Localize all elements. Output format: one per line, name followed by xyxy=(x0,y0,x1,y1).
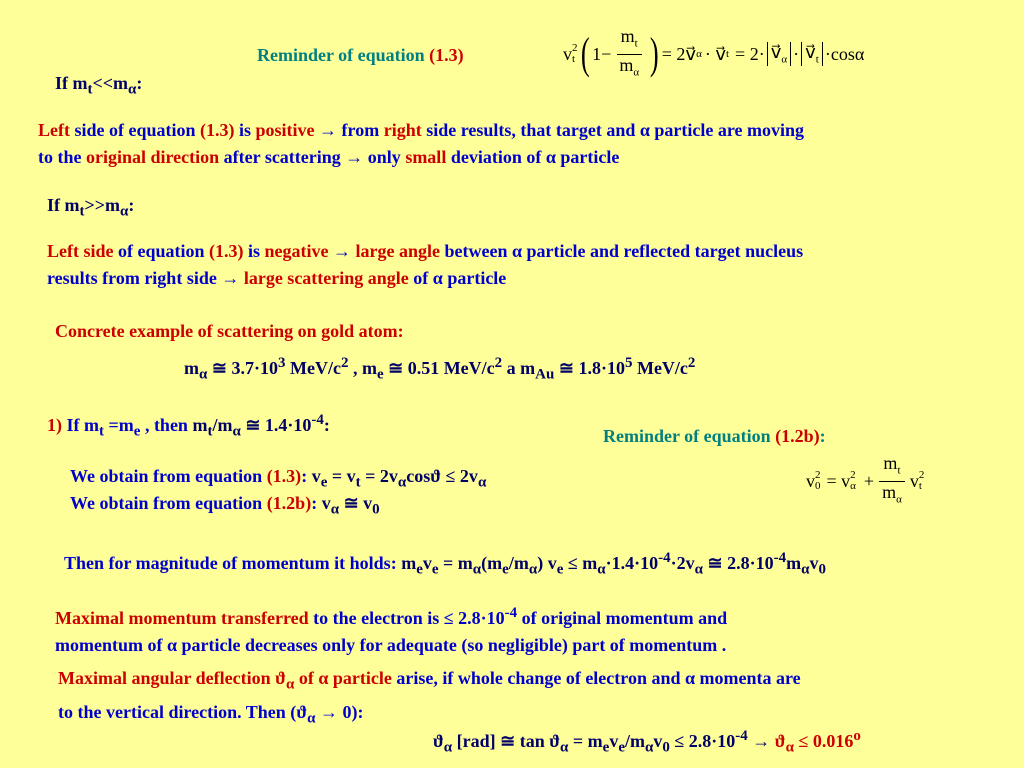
paragraph-positive-case: Left side of equation (1.3) is positive → from right side results, that target and α particle are moving to the original direction after scattering → only small deviation of α particle xyxy=(38,120,805,167)
maximal-angle-paragraph: Maximal angular deflection $ϑ_\alpha$ of α particle arise, if whole change of electron and α momenta are to the vertical direction. Then $(ϑ_\alpha \to 0)$: xyxy=(58,668,801,727)
equation-1-3: v 2 t ( 1− $\frac{m_t}{m_\alpha}$ ) = 2v⃗ α · v⃗ t = 2· $v⃗_\alpha$ · $v⃗_t$ ·cosα xyxy=(563,18,864,90)
item-1: 1) If $m_t =m_e$ , then $m_t/m_\alpha$ ≅ $1.4\cdot 10^{-4}$: xyxy=(47,412,330,440)
obtain-line-1: We obtain from equation (1.3): $v_e = v_t = 2v_\alpha\cos ϑ \le 2v_\alpha$ xyxy=(70,466,487,491)
final-formula: $ϑ_\alpha$ [rad] ≅ $\tan ϑ_\alpha = m_ev_e/m_\alpha v_0 \le 2.8\cdot 10^{-4} \to ϑ_\alpha \le 0.016^o$ xyxy=(433,728,861,756)
obtain-line-2: We obtain from equation (1.2b): $v_\alpha$ ≅ $v_0$ xyxy=(70,493,380,518)
concrete-example-title: Concrete example of scattering on gold atom: xyxy=(55,321,404,341)
mass-values: $m_\alpha$ ≅ $3.7\cdot 10^3$ MeV/$c^2$ , $m_e$ ≅ 0.51 MeV/$c^2$ a $m_{Au}$ ≅ $1.8\cdot 10^5$ MeV/$c^2$ xyxy=(184,355,696,383)
reminder-label: Reminder of equation xyxy=(257,45,430,65)
paragraph-negative-case: Left side of equation (1.3) is negative → large angle between α particle and reflected target nucleus results from right side → large scattering angle of α particle xyxy=(47,241,804,288)
mass-ratio-fraction-2: $\frac{m_t}{m_\alpha}$ xyxy=(878,453,906,509)
momentum-line: Then for magnitude of momentum it holds: $m_ev_e = m_\alpha(m_e/m_\alpha) v_e \le m_\alpha\cdot 1.4\cdot 10^{-4}\cdot 2v_\alpha$ ≅ $2.8\cdot 10^{-4}m_\alpha v_0$ xyxy=(64,550,827,578)
reminder-ref: (1.3) xyxy=(429,45,464,65)
case-mt-less: If $m_t<<m_\alpha$: xyxy=(55,73,143,98)
case-mt-greater: If $m_t>>m_\alpha$: xyxy=(47,195,135,220)
equation-1-2b: v 2 0 = v 2 α + $\frac{m_t}{m_\alpha}$ v 2 t xyxy=(806,452,924,510)
reminder-1-3 xyxy=(257,42,464,69)
mass-ratio-fraction: $\frac{m_t}{m_\alpha}$ xyxy=(615,26,643,82)
maximal-momentum-paragraph: Maximal momentum transferred to the electron is ≤ $2.8\cdot 10^{-4}$ of original momentum and momentum of α particle decreases only for adequate (so negligible) part of momentum . xyxy=(55,605,728,655)
reminder-1-2b: Reminder of equation (1.2b): xyxy=(603,426,826,446)
